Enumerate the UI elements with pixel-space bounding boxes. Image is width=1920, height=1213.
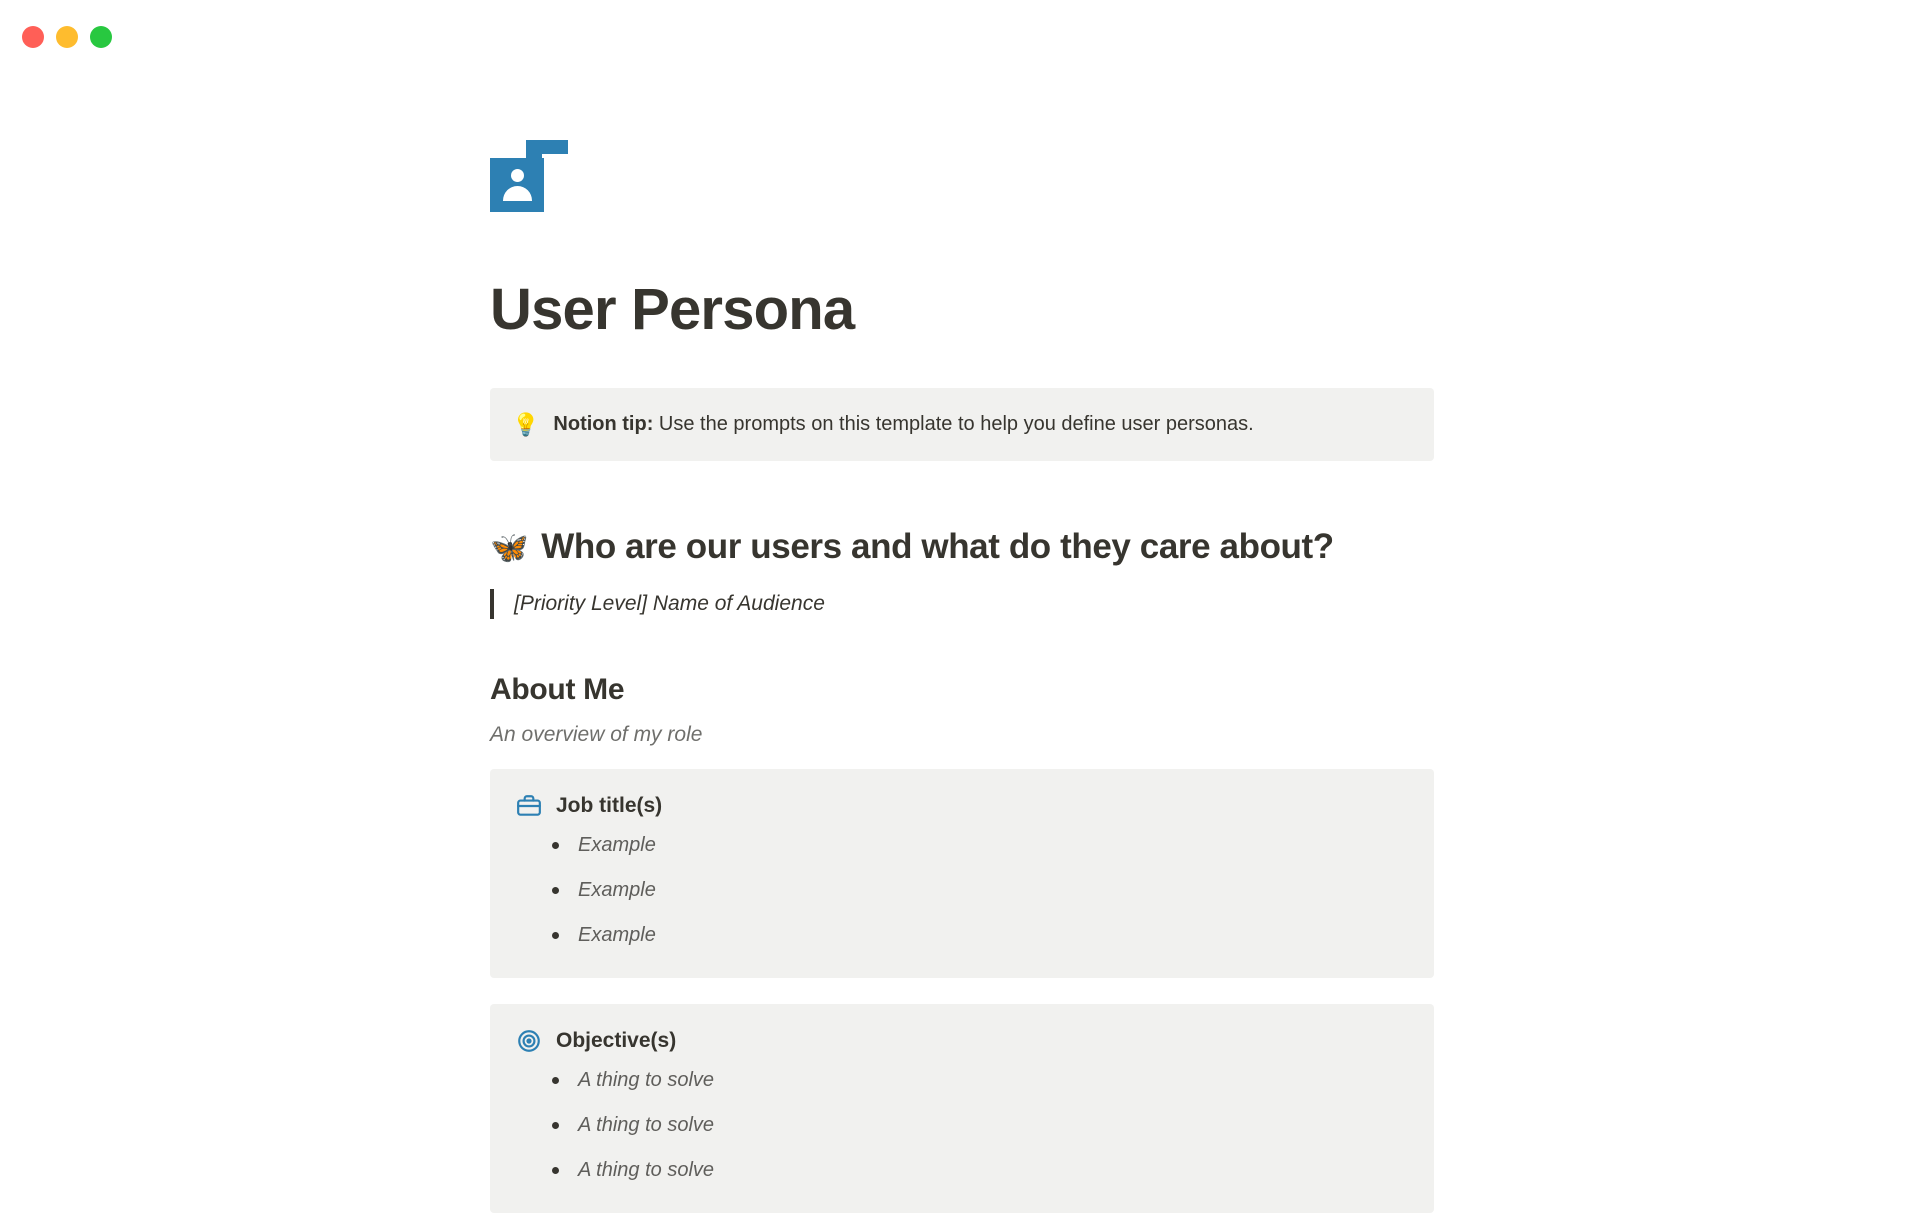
subsection-subtitle: An overview of my role — [490, 722, 703, 746]
list-item[interactable]: Example — [578, 921, 1408, 950]
briefcase-icon — [516, 793, 542, 819]
document-content — [490, 140, 1434, 1213]
objectives-block — [490, 1004, 1434, 1213]
icon-front-square — [490, 158, 544, 212]
job-titles-block — [490, 769, 1434, 978]
job-titles-header — [516, 793, 1408, 819]
callout-body: Use the prompts on this template to help you define user personas. — [653, 412, 1254, 435]
list-item[interactable]: A thing to solve — [578, 1111, 1408, 1140]
list-item[interactable]: Example — [578, 831, 1408, 860]
list-item[interactable]: Example — [578, 876, 1408, 905]
page-title: User Persona — [490, 277, 855, 342]
callout-label: Notion tip: — [553, 412, 654, 435]
list-item[interactable]: A thing to solve — [578, 1066, 1408, 1095]
subsection-heading-about-me: About Me — [490, 672, 625, 706]
objectives-list — [516, 1066, 1408, 1185]
job-titles-list — [516, 831, 1408, 950]
list-item[interactable]: A thing to solve — [578, 1156, 1408, 1185]
butterfly-icon: 🦋 — [490, 530, 529, 566]
objectives-label: Objective(s) — [556, 1028, 677, 1052]
audience-quote: [Priority Level] Name of Audience — [490, 589, 1434, 618]
section-heading-text: Who are our users and what do they care about? — [541, 527, 1334, 567]
icon-person-head — [511, 169, 524, 182]
section-heading-users — [490, 527, 1434, 567]
notion-tip-callout — [490, 388, 1434, 462]
icon-back-square-cutout — [542, 154, 568, 182]
job-titles-label: Job title(s) — [556, 793, 663, 817]
user-persona-icon[interactable] — [490, 140, 568, 212]
objectives-header — [516, 1028, 1408, 1054]
target-icon — [516, 1028, 542, 1054]
callout-text — [553, 410, 1253, 439]
lightbulb-icon: 💡 — [512, 411, 540, 437]
